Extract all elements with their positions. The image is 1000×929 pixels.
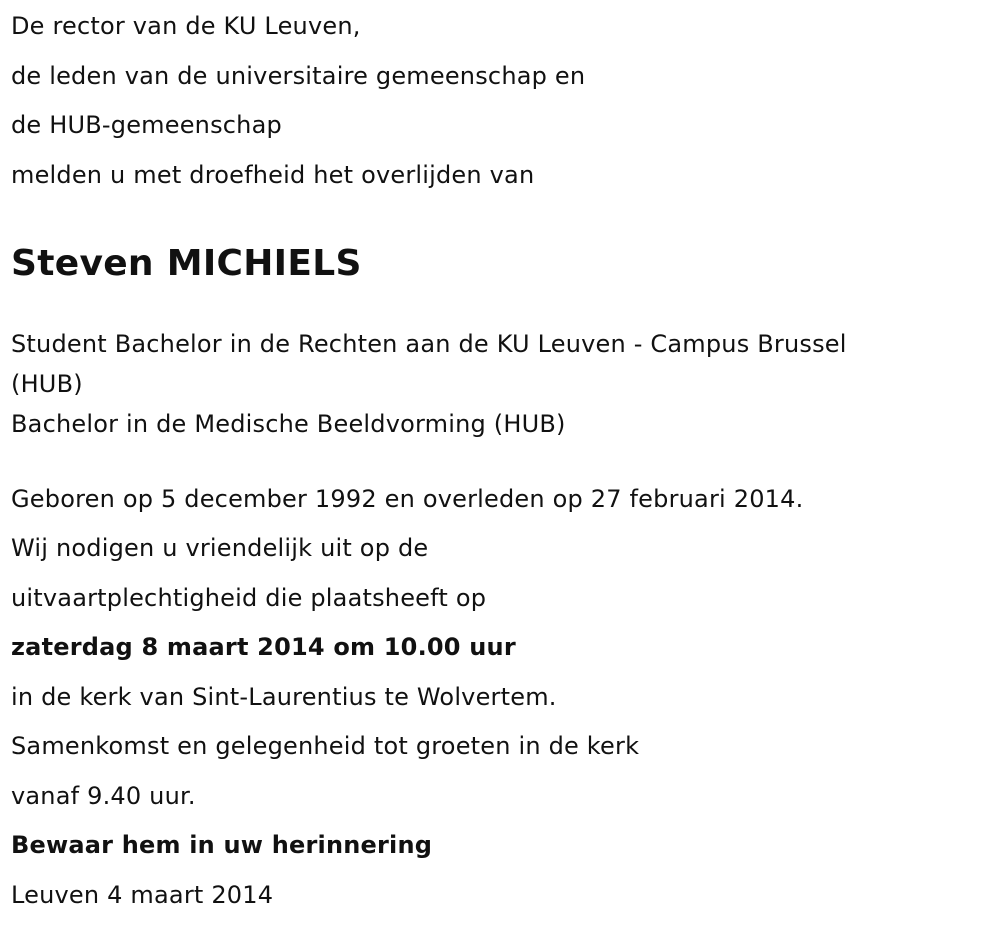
role-student-law: Student Bachelor in de Rechten aan de KU Leuven - Campus Brussel xyxy=(11,329,847,358)
invitation-line-2: uitvaartplechtigheid die plaatsheeft op xyxy=(11,583,487,612)
roles-block xyxy=(11,324,951,444)
invitation-line-1: Wij nodigen u vriendelijk uit op de xyxy=(11,534,429,562)
intro-line-rector: De rector van de KU Leuven, xyxy=(11,12,361,40)
remembrance-line: Bewaar hem in uw herinnering xyxy=(11,831,433,859)
ceremony-location: in de kerk van Sint-Laurentius te Wolvertem. xyxy=(11,682,557,711)
intro-line-hub: de HUB-gemeenschap xyxy=(11,111,282,139)
born-died-dates: Geboren op 5 december 1992 en overleden op 27 februari 2014. xyxy=(11,484,804,513)
role-medical-imaging: Bachelor in de Medische Beeldvorming (HUB) xyxy=(11,409,566,438)
place-and-date: Leuven 4 maart 2014 xyxy=(11,880,274,909)
role-student-law-continued: (HUB) xyxy=(11,369,83,398)
gathering-line-1: Samenkomst en gelegenheid tot groeten in de kerk xyxy=(11,732,640,760)
death-notice xyxy=(11,0,986,910)
ceremony-datetime: zaterdag 8 maart 2014 om 10.00 uur xyxy=(11,633,516,661)
deceased-name: Steven MICHIELS xyxy=(11,242,362,284)
intro-line-community: de leden van de universitaire gemeenschap en xyxy=(11,61,586,90)
intro-line-announcement: melden u met droefheid het overlijden van xyxy=(11,160,535,189)
gathering-line-2: vanaf 9.40 uur. xyxy=(11,781,196,810)
